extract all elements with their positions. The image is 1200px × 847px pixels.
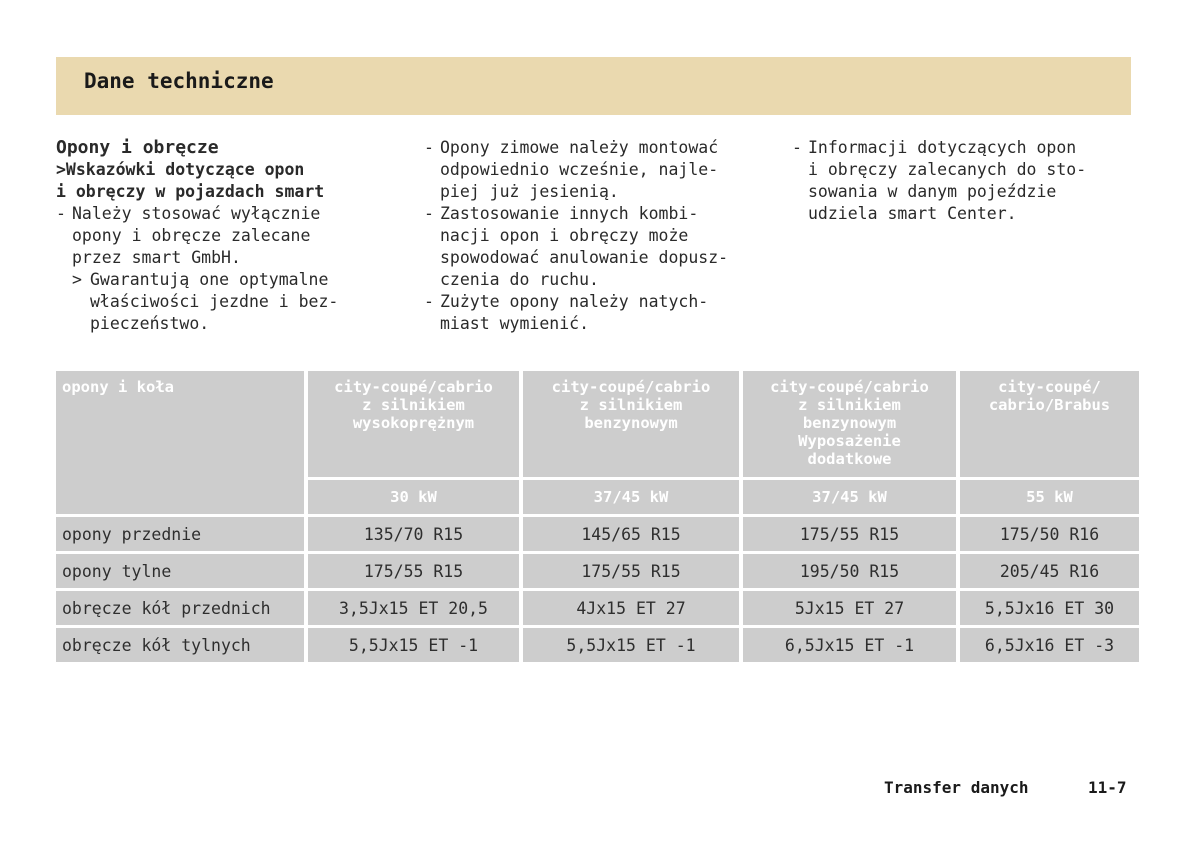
subsection-title-line-2: i obręczy w pojazdach smart: [56, 182, 325, 201]
text-column-2: [424, 137, 769, 335]
bullet-marker: -: [424, 204, 434, 223]
bullet-item: [424, 203, 769, 291]
row-label: obręcze kół tylnych: [56, 628, 304, 662]
bullet-marker: -: [424, 292, 434, 311]
text-line: pieczeństwo.: [90, 314, 210, 333]
table-cell: 5Jx15 ET 27: [743, 591, 956, 625]
text-line: sowania w danym pojeździe: [808, 182, 1057, 201]
table-cell: 6,5Jx15 ET -1: [743, 628, 956, 662]
text-line: opony i obręcze zalecane: [72, 226, 311, 245]
table-cell: 175/50 R16: [960, 517, 1139, 551]
text-line: czenia do ruchu.: [440, 270, 599, 289]
text-line: i obręczy zalecanych do sto-: [808, 160, 1087, 179]
text-line: Gwarantują one optymalne: [90, 270, 329, 289]
table-corner-header: opony i koła: [56, 371, 304, 514]
table-cell: 195/50 R15: [743, 554, 956, 588]
text-line: odpowiednio wcześnie, najle-: [440, 160, 719, 179]
bullet-marker: -: [424, 138, 434, 157]
text-line: Zastosowanie innych kombi-: [440, 204, 699, 223]
table-cell: 5,5Jx15 ET -1: [308, 628, 519, 662]
table-cell: 135/70 R15: [308, 517, 519, 551]
row-label: obręcze kół przednich: [56, 591, 304, 625]
text-line: Należy stosować wyłącznie: [72, 204, 321, 223]
table-cell: 5,5Jx16 ET 30: [960, 591, 1139, 625]
power-header: 55 kW: [960, 480, 1139, 514]
text-line: Informacji dotyczących opon: [808, 138, 1077, 157]
table-column-header: city-coupé/ cabrio/Brabus: [960, 371, 1139, 477]
row-label: opony przednie: [56, 517, 304, 551]
power-header: 37/45 kW: [743, 480, 956, 514]
tire-rim-table: [56, 371, 1131, 662]
section-title: Opony i obręcze: [56, 137, 219, 158]
table-column-header: city-coupé/cabrio z silnikiem wysokoprężnym: [308, 371, 519, 477]
bullet-marker: -: [56, 204, 66, 223]
table-cell: 145/65 R15: [523, 517, 739, 551]
page-number: 11-7: [1088, 778, 1127, 797]
table-cell: 175/55 R15: [743, 517, 956, 551]
table-cell: 6,5Jx16 ET -3: [960, 628, 1139, 662]
subsection-title-line-1: >Wskazówki dotyczące opon: [56, 160, 305, 179]
power-header: 30 kW: [308, 480, 519, 514]
text-column-1: [56, 137, 396, 335]
table-cell: 3,5Jx15 ET 20,5: [308, 591, 519, 625]
bullet-marker: -: [792, 138, 802, 157]
table-column-header: city-coupé/cabrio z silnikiem benzynowym: [523, 371, 739, 477]
page-title: Dane techniczne: [84, 69, 274, 93]
text-line: udziela smart Center.: [808, 204, 1017, 223]
text-line: spowodować anulowanie dopusz-: [440, 248, 729, 267]
bullet-item: [56, 203, 396, 269]
text-line: Opony zimowe należy montować: [440, 138, 719, 157]
table-cell: 175/55 R15: [523, 554, 739, 588]
text-line: Zużyte opony należy natych-: [440, 292, 709, 311]
table-cell: 4Jx15 ET 27: [523, 591, 739, 625]
row-label: opony tylne: [56, 554, 304, 588]
result-item: [56, 269, 396, 335]
bullet-item: [792, 137, 1132, 225]
table-cell: 5,5Jx15 ET -1: [523, 628, 739, 662]
table-cell: 205/45 R16: [960, 554, 1139, 588]
text-line: nacji opon i obręczy może: [440, 226, 689, 245]
header-band: [56, 57, 1131, 115]
bullet-item: [424, 291, 769, 335]
arrow-marker: >: [72, 270, 82, 289]
text-column-3: [792, 137, 1132, 225]
table-cell: 175/55 R15: [308, 554, 519, 588]
table-column-header: city-coupé/cabrio z silnikiem benzynowym Wyposażenie dodatkowe: [743, 371, 956, 477]
text-line: właściwości jezdne i bez-: [90, 292, 339, 311]
footer-section-name: Transfer danych: [884, 778, 1029, 797]
text-line: miast wymienić.: [440, 314, 590, 333]
text-line: piej już jesienią.: [440, 182, 619, 201]
bullet-item: [424, 137, 769, 203]
text-line: przez smart GmbH.: [72, 248, 241, 267]
power-header: 37/45 kW: [523, 480, 739, 514]
